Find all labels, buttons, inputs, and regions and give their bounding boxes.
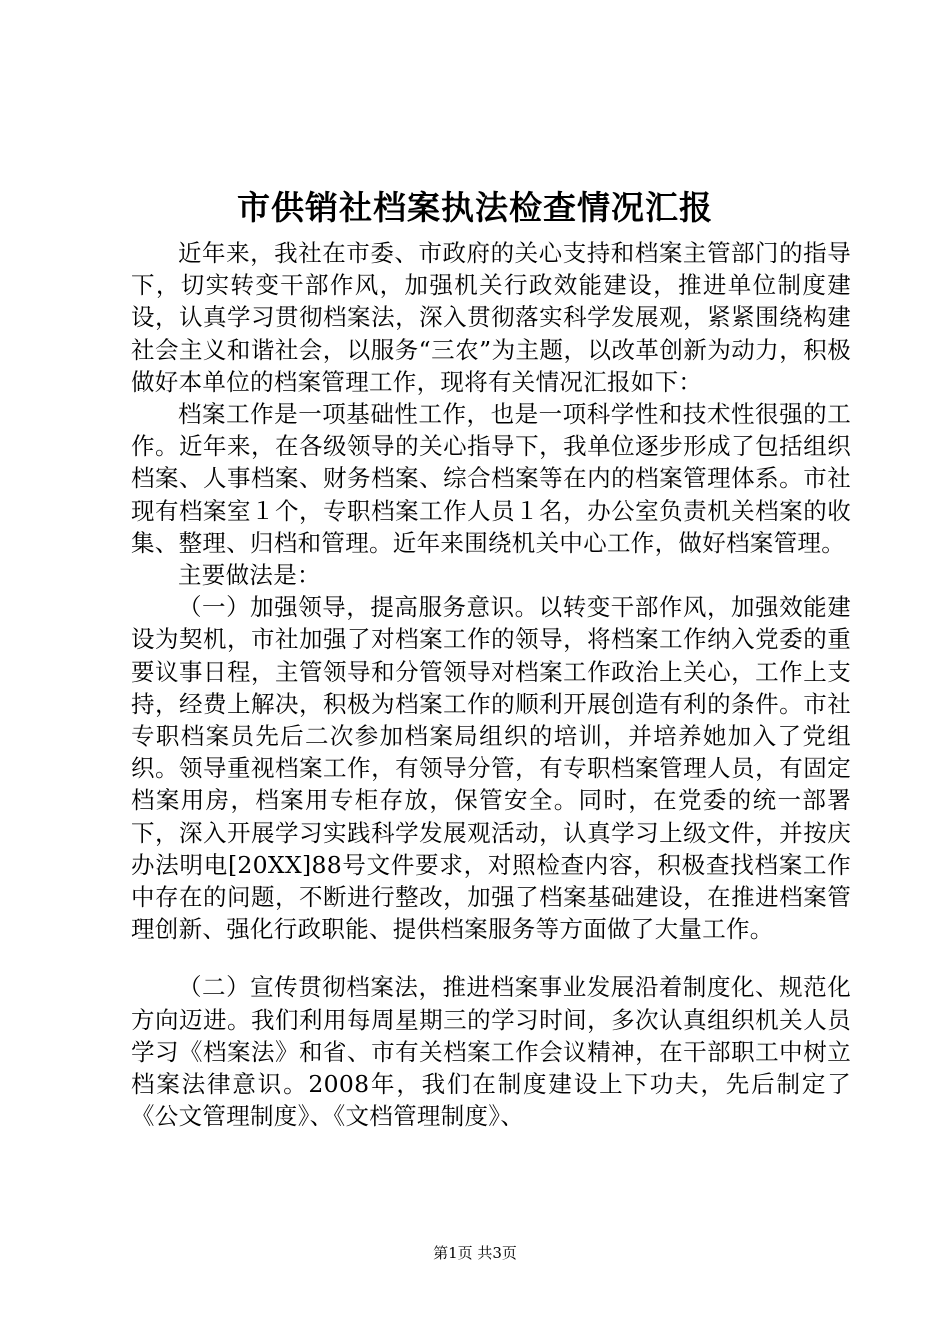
paragraph-section-two: （二）宣传贯彻档案法，推进档案事业发展沿着制度化、规范化方向迈进。我们利用每周星期三的学习时间，多次认真组织机关人员学习《档案法》和省、市有关档案工作会议精神，在干部职工中树立档案法律意识。2008年，我们在制度建设上下功夫，先后制定了《公文管理制度》、《文档管理制度》、 [131, 973, 851, 1131]
paragraph-main-practices: 主要做法是： [178, 561, 321, 590]
paragraph-intro: 近年来，我社在市委、市政府的关心支持和档案主管部门的指导下，切实转变干部作风，加强机关行政效能建设，推进单位制度建设，认真学习贯彻档案法，深入贯彻落实科学发展观，紧紧围绕构建社会主义和谐社会，以服务“三农”为主题，以改革创新为动力，积极做好本单位的档案管理工作，现将有关情况汇报如下： [131, 239, 851, 396]
document-body [131, 237, 851, 1132]
page-number-footer: 第1页 共3页 [433, 1244, 517, 1262]
document-title: 市供销社档案执法检查情况汇报 [237, 188, 713, 227]
paragraph-archive-overview: 档案工作是一项基础性工作，也是一项科学性和技术性很强的工作。近年来，在各级领导的关心指导下，我单位逐步形成了包括组织档案、人事档案、财务档案、综合档案等在内的档案管理体系。市社现有档案室１个，专职档案工作人员１名，办公室负责机关档案的收集、整理、归档和管理。近年来围绕机关中心工作，做好档案管理。 [131, 400, 851, 557]
paragraph-section-one: （一）加强领导，提高服务意识。以转变干部作风，加强效能建设为契机，市社加强了对档案工作的领导，将档案工作纳入党委的重要议事日程，主管领导和分管领导对档案工作政治上关心，工作上支持，经费上解决，积极为档案工作的顺利开展创造有利的条件。市社专职档案员先后二次参加档案局组织的培训，并培养她加入了党组织。领导重视档案工作，有领导分管，有专职档案管理人员，有固定档案用房，档案用专柜存放，保管安全。同时，在党委的统一部署下，深入开展学习实践科学发展观活动，认真学习上级文件，并按庆办法明电[20XX]88号文件要求，对照检查内容，积极查找档案工作中存在的问题，不断进行整改，加强了档案基础建设，在推进档案管理创新、强化行政职能、提供档案服务等方面做了大量工作。 [131, 593, 851, 944]
